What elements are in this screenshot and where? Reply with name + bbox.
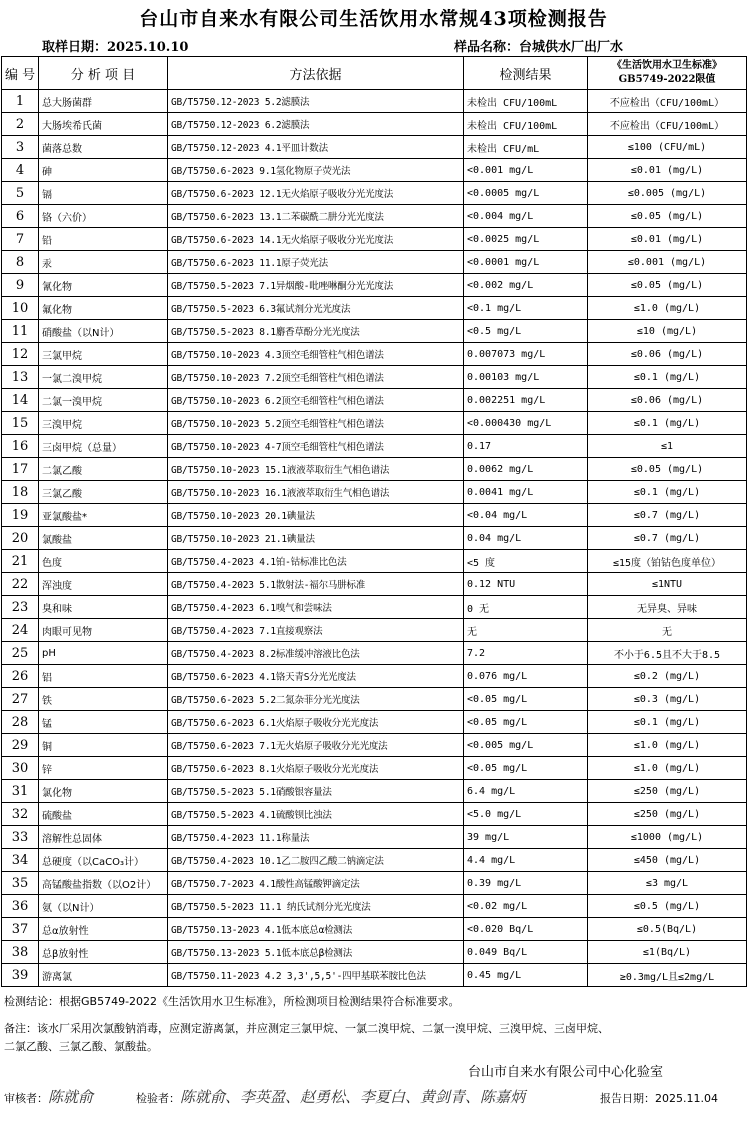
row-result: 39 mg/L	[464, 826, 588, 849]
table-row	[2, 458, 747, 481]
row-number: 32	[2, 803, 39, 826]
row-item: 镉	[39, 182, 168, 205]
row-result: 0.04 mg/L	[464, 527, 588, 550]
row-number: 2	[2, 113, 39, 136]
row-item: 氟化物	[39, 297, 168, 320]
row-result: <0.004 mg/L	[464, 205, 588, 228]
table-row	[2, 343, 747, 366]
row-limit: ≤0.05 (mg/L)	[588, 205, 747, 228]
row-method: GB/T5750.10-2023 20.1碘量法	[168, 504, 464, 527]
row-item: 三溴甲烷	[39, 412, 168, 435]
table-row	[2, 159, 747, 182]
remarks-line1: 备注：该水厂采用次氯酸钠消毒，应测定游离氯，并应测定三氯甲烷、一氯二溴甲烷、二氯一溴甲烷、三溴甲烷、三卤甲烷、	[4, 1022, 609, 1035]
row-result: 0.00103 mg/L	[464, 366, 588, 389]
row-number: 20	[2, 527, 39, 550]
row-limit: ≤0.005 (mg/L)	[588, 182, 747, 205]
table-row	[2, 182, 747, 205]
row-result: <0.05 mg/L	[464, 757, 588, 780]
row-result: <0.1 mg/L	[464, 297, 588, 320]
row-limit: ≤0.1 (mg/L)	[588, 366, 747, 389]
row-limit: ≤1	[588, 435, 747, 458]
row-method: GB/T5750.10-2023 4-7顶空毛细管柱气相色谱法	[168, 435, 464, 458]
reviewer-signature: 陈就俞	[48, 1088, 94, 1106]
inspector-label: 检验者：	[136, 1092, 180, 1105]
table-row	[2, 780, 747, 803]
row-number: 7	[2, 228, 39, 251]
row-limit: ≤0.5(Bq/L)	[588, 918, 747, 941]
row-number: 4	[2, 159, 39, 182]
row-item: 铝	[39, 665, 168, 688]
report-date: 报告日期：2025.11.04	[600, 1092, 718, 1105]
table-row	[2, 527, 747, 550]
table-row	[2, 642, 747, 665]
row-item: 锌	[39, 757, 168, 780]
row-method: GB/T5750.4-2023 10.1乙二胺四乙酸二钠滴定法	[168, 849, 464, 872]
row-method: GB/T5750.6-2023 6.1火焰原子吸收分光光度法	[168, 711, 464, 734]
table-row	[2, 504, 747, 527]
row-item: 大肠埃希氏菌	[39, 113, 168, 136]
table-row	[2, 573, 747, 596]
row-limit: ≤0.01 (mg/L)	[588, 159, 747, 182]
row-limit: 不小于6.5且不大于8.5	[588, 642, 747, 665]
row-item: 菌落总数	[39, 136, 168, 159]
row-number: 13	[2, 366, 39, 389]
row-item: 总大肠菌群	[39, 90, 168, 113]
row-limit: ≤1000 (mg/L)	[588, 826, 747, 849]
row-number: 29	[2, 734, 39, 757]
row-method: GB/T5750.6-2023 7.1无火焰原子吸收分光光度法	[168, 734, 464, 757]
table-row	[2, 596, 747, 619]
row-method: GB/T5750.12-2023 5.2滤膜法	[168, 90, 464, 113]
row-item: 氯酸盐	[39, 527, 168, 550]
row-number: 31	[2, 780, 39, 803]
row-result: 7.2	[464, 642, 588, 665]
row-limit: ≤0.05 (mg/L)	[588, 458, 747, 481]
row-limit: ≤0.7 (mg/L)	[588, 504, 747, 527]
row-method: GB/T5750.5-2023 11.1 纳氏试剂分光光度法	[168, 895, 464, 918]
remarks	[4, 1020, 744, 1056]
sample-date: 取样日期：2025.10.10	[42, 40, 189, 55]
row-item: 氰化物	[39, 274, 168, 297]
row-limit: ≤1.0 (mg/L)	[588, 297, 747, 320]
row-number: 35	[2, 872, 39, 895]
row-limit: ≤100 (CFU/mL)	[588, 136, 747, 159]
row-method: GB/T5750.5-2023 5.1硝酸银容量法	[168, 780, 464, 803]
row-number: 22	[2, 573, 39, 596]
row-limit: ≤450 (mg/L)	[588, 849, 747, 872]
header-no: 编 号	[2, 57, 39, 90]
row-number: 36	[2, 895, 39, 918]
row-number: 15	[2, 412, 39, 435]
row-limit: ≤1(Bq/L)	[588, 941, 747, 964]
header-result: 检测结果	[464, 57, 588, 90]
row-item: 臭和味	[39, 596, 168, 619]
row-result: <0.020 Bq/L	[464, 918, 588, 941]
table-row	[2, 665, 747, 688]
row-limit: ≤0.1 (mg/L)	[588, 711, 747, 734]
table-row	[2, 435, 747, 458]
row-result: <0.001 mg/L	[464, 159, 588, 182]
row-method: GB/T5750.6-2023 11.1原子荧光法	[168, 251, 464, 274]
row-method: GB/T5750.10-2023 21.1碘量法	[168, 527, 464, 550]
header-item: 分 析 项 目	[39, 57, 168, 90]
row-number: 3	[2, 136, 39, 159]
row-item: 亚氯酸盐*	[39, 504, 168, 527]
header-standard-line1: 《生活饮用水卫生标准》	[612, 60, 722, 71]
row-number: 17	[2, 458, 39, 481]
row-item: 游离氯	[39, 964, 168, 987]
table-row	[2, 389, 747, 412]
row-number: 5	[2, 182, 39, 205]
row-number: 8	[2, 251, 39, 274]
results-table	[1, 56, 747, 987]
table-row	[2, 550, 747, 573]
inspector-block	[136, 1086, 525, 1107]
table-row	[2, 734, 747, 757]
row-result: 4.4 mg/L	[464, 849, 588, 872]
row-number: 24	[2, 619, 39, 642]
row-result: <0.5 mg/L	[464, 320, 588, 343]
table-row	[2, 964, 747, 987]
row-limit: 不应检出（CFU/100mL）	[588, 90, 747, 113]
table-row	[2, 113, 747, 136]
row-number: 16	[2, 435, 39, 458]
row-limit: ≤15度（铂钴色度单位）	[588, 550, 747, 573]
table-body	[2, 90, 747, 987]
row-limit: ≤0.01 (mg/L)	[588, 228, 747, 251]
row-item: 一氯二溴甲烷	[39, 366, 168, 389]
row-item: 二氯一溴甲烷	[39, 389, 168, 412]
row-method: GB/T5750.10-2023 7.2顶空毛细管柱气相色谱法	[168, 366, 464, 389]
row-item: 三卤甲烷（总量）	[39, 435, 168, 458]
lab-name: 台山市自来水有限公司中心化验室	[468, 1065, 664, 1080]
row-limit: ≤3 mg/L	[588, 872, 747, 895]
table-header-row	[2, 57, 747, 90]
row-number: 25	[2, 642, 39, 665]
row-number: 27	[2, 688, 39, 711]
row-method: GB/T5750.6-2023 14.1无火焰原子吸收分光光度法	[168, 228, 464, 251]
remarks-line2: 二氯乙酸、三氯乙酸、氯酸盐。	[4, 1040, 158, 1053]
row-item: 铁	[39, 688, 168, 711]
row-limit: ≤250 (mg/L)	[588, 803, 747, 826]
row-item: pH	[39, 642, 168, 665]
row-method: GB/T5750.12-2023 4.1平皿计数法	[168, 136, 464, 159]
row-method: GB/T5750.7-2023 4.1酸性高锰酸钾滴定法	[168, 872, 464, 895]
row-result: <0.05 mg/L	[464, 688, 588, 711]
row-number: 21	[2, 550, 39, 573]
table-row	[2, 711, 747, 734]
row-item: 高锰酸盐指数（以O2计）	[39, 872, 168, 895]
header-standard-line2: GB5749-2022限值	[618, 74, 716, 85]
row-number: 39	[2, 964, 39, 987]
row-result: 0.45 mg/L	[464, 964, 588, 987]
row-result: 0.0041 mg/L	[464, 481, 588, 504]
row-method: GB/T5750.10-2023 5.2顶空毛细管柱气相色谱法	[168, 412, 464, 435]
table-row	[2, 619, 747, 642]
row-method: GB/T5750.10-2023 16.1液液萃取衍生气相色谱法	[168, 481, 464, 504]
row-number: 18	[2, 481, 39, 504]
row-result: 0.049 Bq/L	[464, 941, 588, 964]
row-result: <0.0005 mg/L	[464, 182, 588, 205]
row-result: 0.002251 mg/L	[464, 389, 588, 412]
row-item: 锰	[39, 711, 168, 734]
row-limit: 无异臭、异味	[588, 596, 747, 619]
row-item: 溶解性总固体	[39, 826, 168, 849]
row-result: 0.007073 mg/L	[464, 343, 588, 366]
table-row	[2, 688, 747, 711]
row-result: 0.17	[464, 435, 588, 458]
row-number: 30	[2, 757, 39, 780]
row-result: <5 度	[464, 550, 588, 573]
row-item: 总β放射性	[39, 941, 168, 964]
row-method: GB/T5750.6-2023 12.1无火焰原子吸收分光光度法	[168, 182, 464, 205]
row-method: GB/T5750.10-2023 6.2顶空毛细管柱气相色谱法	[168, 389, 464, 412]
row-limit: ≤0.06 (mg/L)	[588, 389, 747, 412]
row-method: GB/T5750.4-2023 8.2标准缓冲溶液比色法	[168, 642, 464, 665]
row-result: 0.39 mg/L	[464, 872, 588, 895]
row-limit: ≤1.0 (mg/L)	[588, 734, 747, 757]
header-method: 方法依据	[168, 57, 464, 90]
row-number: 12	[2, 343, 39, 366]
row-number: 14	[2, 389, 39, 412]
row-item: 铬（六价）	[39, 205, 168, 228]
row-result: <0.005 mg/L	[464, 734, 588, 757]
table-row	[2, 136, 747, 159]
row-number: 1	[2, 90, 39, 113]
table-row	[2, 849, 747, 872]
row-method: GB/T5750.6-2023 13.1二苯碳酰二肼分光光度法	[168, 205, 464, 228]
row-number: 9	[2, 274, 39, 297]
row-method: GB/T5750.13-2023 5.1低本底总β检测法	[168, 941, 464, 964]
table-row	[2, 90, 747, 113]
row-method: GB/T5750.5-2023 6.3氟试剂分光光度法	[168, 297, 464, 320]
row-limit: ≤1NTU	[588, 573, 747, 596]
header-standard	[588, 57, 747, 90]
row-result: 未检出 CFU/mL	[464, 136, 588, 159]
row-method: GB/T5750.4-2023 7.1直接观察法	[168, 619, 464, 642]
table-row	[2, 826, 747, 849]
row-item: 总硬度（以CaCO₃计）	[39, 849, 168, 872]
table-row	[2, 757, 747, 780]
table-row	[2, 297, 747, 320]
row-number: 33	[2, 826, 39, 849]
row-result: 未检出 CFU/100mL	[464, 90, 588, 113]
row-limit: ≤0.1 (mg/L)	[588, 412, 747, 435]
row-method: GB/T5750.6-2023 5.2二氮杂菲分光光度法	[168, 688, 464, 711]
table-row	[2, 274, 747, 297]
table-row	[2, 895, 747, 918]
row-limit: ≤10 (mg/L)	[588, 320, 747, 343]
row-limit: ≤0.3 (mg/L)	[588, 688, 747, 711]
row-item: 铅	[39, 228, 168, 251]
row-item: 二氯乙酸	[39, 458, 168, 481]
row-number: 10	[2, 297, 39, 320]
row-result: <0.002 mg/L	[464, 274, 588, 297]
row-result: <0.04 mg/L	[464, 504, 588, 527]
row-limit: ≥0.3mg/L且≤2mg/L	[588, 964, 747, 987]
row-method: GB/T5750.4-2023 4.1铂-钴标准比色法	[168, 550, 464, 573]
conclusion: 检测结论：根据GB5749-2022《生活饮用水卫生标准》，所检测项目检测结果符合标准要求。	[4, 995, 460, 1008]
row-method: GB/T5750.11-2023 4.2 3,3',5,5'-四甲基联苯胺比色法	[168, 964, 464, 987]
table-row	[2, 366, 747, 389]
row-method: GB/T5750.6-2023 4.1铬天青S分光光度法	[168, 665, 464, 688]
row-result: <0.0001 mg/L	[464, 251, 588, 274]
row-method: GB/T5750.4-2023 11.1称量法	[168, 826, 464, 849]
row-number: 6	[2, 205, 39, 228]
row-item: 硫酸盐	[39, 803, 168, 826]
row-result: 0 无	[464, 596, 588, 619]
row-method: GB/T5750.4-2023 6.1嗅气和尝味法	[168, 596, 464, 619]
row-method: GB/T5750.6-2023 8.1火焰原子吸收分光光度法	[168, 757, 464, 780]
reviewer-block	[4, 1086, 93, 1107]
row-item: 肉眼可见物	[39, 619, 168, 642]
row-result: <0.000430 mg/L	[464, 412, 588, 435]
table-row	[2, 320, 747, 343]
row-result: 0.076 mg/L	[464, 665, 588, 688]
row-item: 砷	[39, 159, 168, 182]
sample-name: 样品名称：台城供水厂出厂水	[454, 40, 624, 55]
row-item: 总α放射性	[39, 918, 168, 941]
row-number: 26	[2, 665, 39, 688]
row-limit: 不应检出（CFU/100mL）	[588, 113, 747, 136]
row-method: GB/T5750.5-2023 7.1异烟酸-吡唑啉酮分光光度法	[168, 274, 464, 297]
row-method: GB/T5750.6-2023 9.1氢化物原子荧光法	[168, 159, 464, 182]
table-row	[2, 412, 747, 435]
row-number: 34	[2, 849, 39, 872]
row-result: 无	[464, 619, 588, 642]
row-limit: ≤0.06 (mg/L)	[588, 343, 747, 366]
row-item: 氨（以N计）	[39, 895, 168, 918]
row-item: 三氯乙酸	[39, 481, 168, 504]
row-item: 汞	[39, 251, 168, 274]
table-row	[2, 941, 747, 964]
row-result: <5.0 mg/L	[464, 803, 588, 826]
row-limit: ≤0.1 (mg/L)	[588, 481, 747, 504]
row-method: GB/T5750.12-2023 6.2滤膜法	[168, 113, 464, 136]
row-item: 氯化物	[39, 780, 168, 803]
row-result: <0.02 mg/L	[464, 895, 588, 918]
table-row	[2, 872, 747, 895]
row-number: 23	[2, 596, 39, 619]
row-limit: ≤0.001 (mg/L)	[588, 251, 747, 274]
row-result: 未检出 CFU/100mL	[464, 113, 588, 136]
row-method: GB/T5750.10-2023 4.3顶空毛细管柱气相色谱法	[168, 343, 464, 366]
row-limit: 无	[588, 619, 747, 642]
row-limit: ≤0.05 (mg/L)	[588, 274, 747, 297]
row-item: 硝酸盐（以N计）	[39, 320, 168, 343]
report-title: 台山市自来水有限公司生活饮用水常规43项检测报告	[139, 8, 608, 30]
row-number: 19	[2, 504, 39, 527]
table-row	[2, 251, 747, 274]
row-result: 0.0062 mg/L	[464, 458, 588, 481]
table-row	[2, 481, 747, 504]
row-limit: ≤0.5 (mg/L)	[588, 895, 747, 918]
row-limit: ≤250 (mg/L)	[588, 780, 747, 803]
row-result: <0.05 mg/L	[464, 711, 588, 734]
row-number: 28	[2, 711, 39, 734]
row-method: GB/T5750.5-2023 4.1硫酸钡比浊法	[168, 803, 464, 826]
row-method: GB/T5750.5-2023 8.1麝香草酚分光光度法	[168, 320, 464, 343]
inspector-signatures: 陈就俞、李英盈、赵勇松、李夏白、黄剑青、陈嘉炳	[180, 1088, 526, 1106]
row-item: 铜	[39, 734, 168, 757]
row-method: GB/T5750.4-2023 5.1散射法-福尔马肼标准	[168, 573, 464, 596]
row-result: 6.4 mg/L	[464, 780, 588, 803]
row-item: 三氯甲烷	[39, 343, 168, 366]
row-limit: ≤1.0 (mg/L)	[588, 757, 747, 780]
row-result: 0.12 NTU	[464, 573, 588, 596]
row-limit: ≤0.7 (mg/L)	[588, 527, 747, 550]
row-number: 38	[2, 941, 39, 964]
row-method: GB/T5750.10-2023 15.1液液萃取衍生气相色谱法	[168, 458, 464, 481]
table-row	[2, 918, 747, 941]
row-limit: ≤0.2 (mg/L)	[588, 665, 747, 688]
table-row	[2, 803, 747, 826]
row-result: <0.0025 mg/L	[464, 228, 588, 251]
row-number: 37	[2, 918, 39, 941]
row-method: GB/T5750.13-2023 4.1低本底总α检测法	[168, 918, 464, 941]
reviewer-label: 审核者：	[4, 1092, 48, 1105]
row-number: 11	[2, 320, 39, 343]
row-item: 浑浊度	[39, 573, 168, 596]
row-item: 色度	[39, 550, 168, 573]
table-row	[2, 205, 747, 228]
table-row	[2, 228, 747, 251]
